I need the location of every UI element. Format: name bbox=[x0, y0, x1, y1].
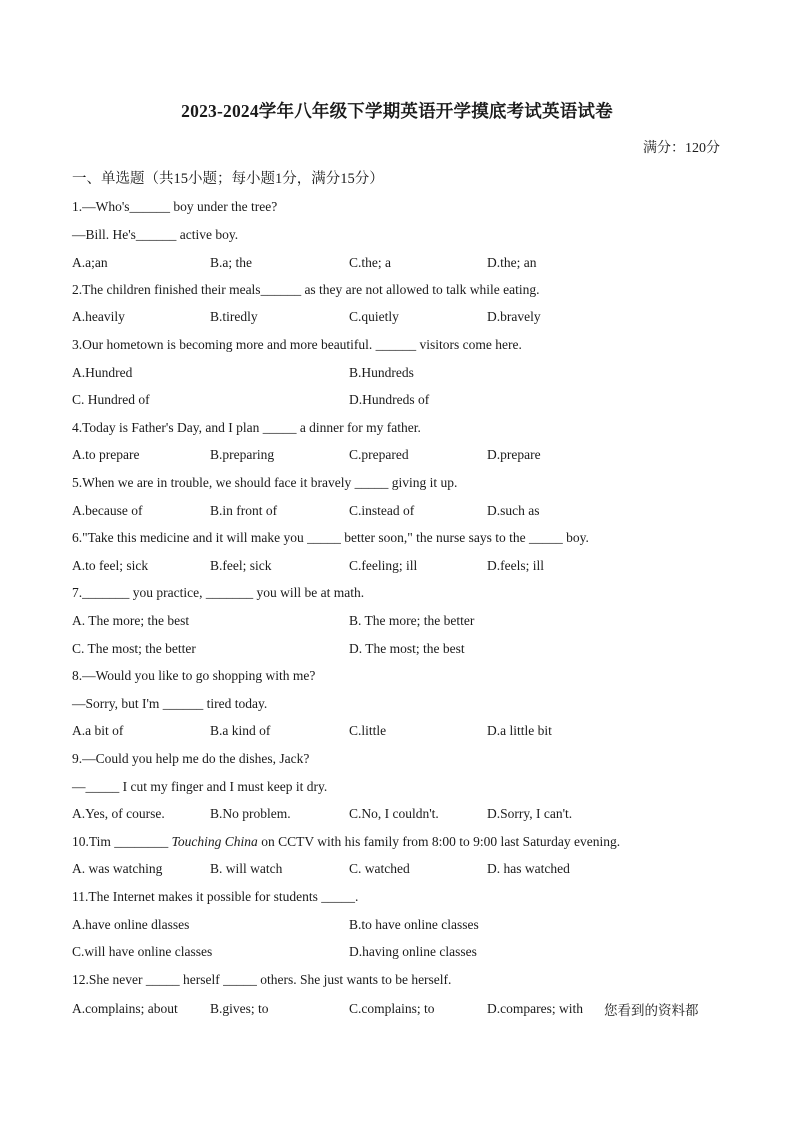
option-d: D.compares; with bbox=[487, 1001, 583, 1016]
question-stem: 1.—Who's______ boy under the tree? bbox=[72, 199, 278, 214]
option-row bbox=[72, 943, 732, 961]
section-heading: 一、单选题（共15小题；每小题1分，满分15分） bbox=[72, 171, 384, 187]
option-b: B.No problem. bbox=[210, 806, 291, 821]
stem-prefix: 10.Tim ________ bbox=[72, 834, 172, 849]
option-c: C.little bbox=[349, 723, 387, 738]
option-a: A.Yes, of course. bbox=[72, 806, 165, 821]
option-row bbox=[72, 364, 732, 382]
option-d: D.prepare bbox=[487, 447, 541, 462]
option-c: C.prepared bbox=[349, 447, 409, 462]
page-title: 2023-2024学年八年级下学期英语开学摸底考试英语试卷 bbox=[181, 101, 613, 121]
option-d: D.such as bbox=[487, 503, 540, 518]
option-a: A.to prepare bbox=[72, 447, 140, 462]
option-b: B.a kind of bbox=[210, 723, 271, 738]
option-row bbox=[72, 722, 732, 740]
option-b: B.in front of bbox=[210, 503, 278, 518]
option-row bbox=[72, 612, 732, 630]
option-d: D.bravely bbox=[487, 309, 541, 324]
option-row bbox=[72, 391, 732, 409]
option-c: C. watched bbox=[349, 861, 410, 876]
option-d: D.Sorry, I can't. bbox=[487, 806, 573, 821]
option-c: C.quietly bbox=[349, 309, 399, 324]
option-row bbox=[72, 308, 732, 326]
option-row bbox=[72, 640, 732, 658]
trailing-text: 您看到的资料都 bbox=[604, 1003, 699, 1019]
option-row bbox=[72, 446, 732, 464]
question-stem: 2.The children finished their meals______ as they are not allowed to talk while eating. bbox=[72, 282, 540, 297]
option-d: D.Hundreds of bbox=[349, 392, 430, 407]
option-row bbox=[72, 557, 732, 575]
option-a: A.a bit of bbox=[72, 723, 124, 738]
option-a: A.heavily bbox=[72, 309, 125, 324]
option-d: D. The most; the best bbox=[349, 641, 465, 656]
question-stem bbox=[72, 833, 620, 851]
option-a: A. was watching bbox=[72, 861, 163, 876]
option-row bbox=[72, 805, 732, 823]
question-stem-line2: —_____ I cut my finger and I must keep it dry. bbox=[72, 779, 328, 794]
option-b: B.preparing bbox=[210, 447, 275, 462]
option-c: C.feeling; ill bbox=[349, 558, 418, 573]
question-stem: 12.She never _____ herself _____ others. She just wants to be herself. bbox=[72, 972, 452, 987]
question-stem: 5.When we are in trouble, we should face it bravely _____ giving it up. bbox=[72, 475, 458, 490]
option-row bbox=[72, 860, 732, 878]
option-c: C.complains; to bbox=[349, 1001, 435, 1016]
option-c: C.the; a bbox=[349, 255, 391, 270]
question-stem-line2: —Sorry, but I'm ______ tired today. bbox=[72, 696, 268, 711]
option-c: C.will have online classes bbox=[72, 944, 213, 959]
option-b: B.feel; sick bbox=[210, 558, 272, 573]
option-a: A.a;an bbox=[72, 255, 108, 270]
option-a: A.Hundred bbox=[72, 365, 133, 380]
option-d: D.having online classes bbox=[349, 944, 477, 959]
question-stem: 9.—Could you help me do the dishes, Jack? bbox=[72, 751, 310, 766]
option-a: A.have online dlasses bbox=[72, 917, 190, 932]
option-c: C. The most; the better bbox=[72, 641, 196, 656]
question-stem: 4.Today is Father's Day, and I plan _____ a dinner for my father. bbox=[72, 420, 421, 435]
option-d: D.the; an bbox=[487, 255, 537, 270]
question-stem-line2: —Bill. He's______ active boy. bbox=[72, 227, 239, 242]
option-row bbox=[72, 254, 732, 272]
question-stem: 3.Our hometown is becoming more and more beautiful. ______ visitors come here. bbox=[72, 337, 522, 352]
option-b: B. The more; the better bbox=[349, 613, 475, 628]
option-b: B.Hundreds bbox=[349, 365, 414, 380]
question-stem: 7._______ you practice, _______ you will be at math. bbox=[72, 585, 365, 600]
option-b: B. will watch bbox=[210, 861, 283, 876]
option-b: B.gives; to bbox=[210, 1001, 269, 1016]
option-row bbox=[72, 916, 732, 934]
option-b: B.tiredly bbox=[210, 309, 258, 324]
option-a: A.complains; about bbox=[72, 1001, 178, 1016]
option-b: B.to have online classes bbox=[349, 917, 479, 932]
full-score-label: 满分：120分 bbox=[643, 141, 720, 156]
option-d: D.a little bit bbox=[487, 723, 552, 738]
option-b: B.a; the bbox=[210, 255, 252, 270]
question-stem: 11.The Internet makes it possible for students _____. bbox=[72, 889, 359, 904]
option-c: C.instead of bbox=[349, 503, 415, 518]
option-row bbox=[72, 502, 732, 520]
option-a: A.to feel; sick bbox=[72, 558, 149, 573]
option-d: D.feels; ill bbox=[487, 558, 544, 573]
option-c: C. Hundred of bbox=[72, 392, 150, 407]
option-a: A.because of bbox=[72, 503, 143, 518]
option-d: D. has watched bbox=[487, 861, 570, 876]
option-a: A. The more; the best bbox=[72, 613, 190, 628]
stem-suffix: on CCTV with his family from 8:00 to 9:00 last Saturday evening. bbox=[257, 834, 621, 849]
question-stem: 8.—Would you like to go shopping with me? bbox=[72, 668, 316, 683]
option-c: C.No, I couldn't. bbox=[349, 806, 439, 821]
program-title: Touching China bbox=[171, 834, 258, 849]
question-stem: 6."Take this medicine and it will make you _____ better soon," the nurse says to the _____ boy. bbox=[72, 530, 589, 545]
